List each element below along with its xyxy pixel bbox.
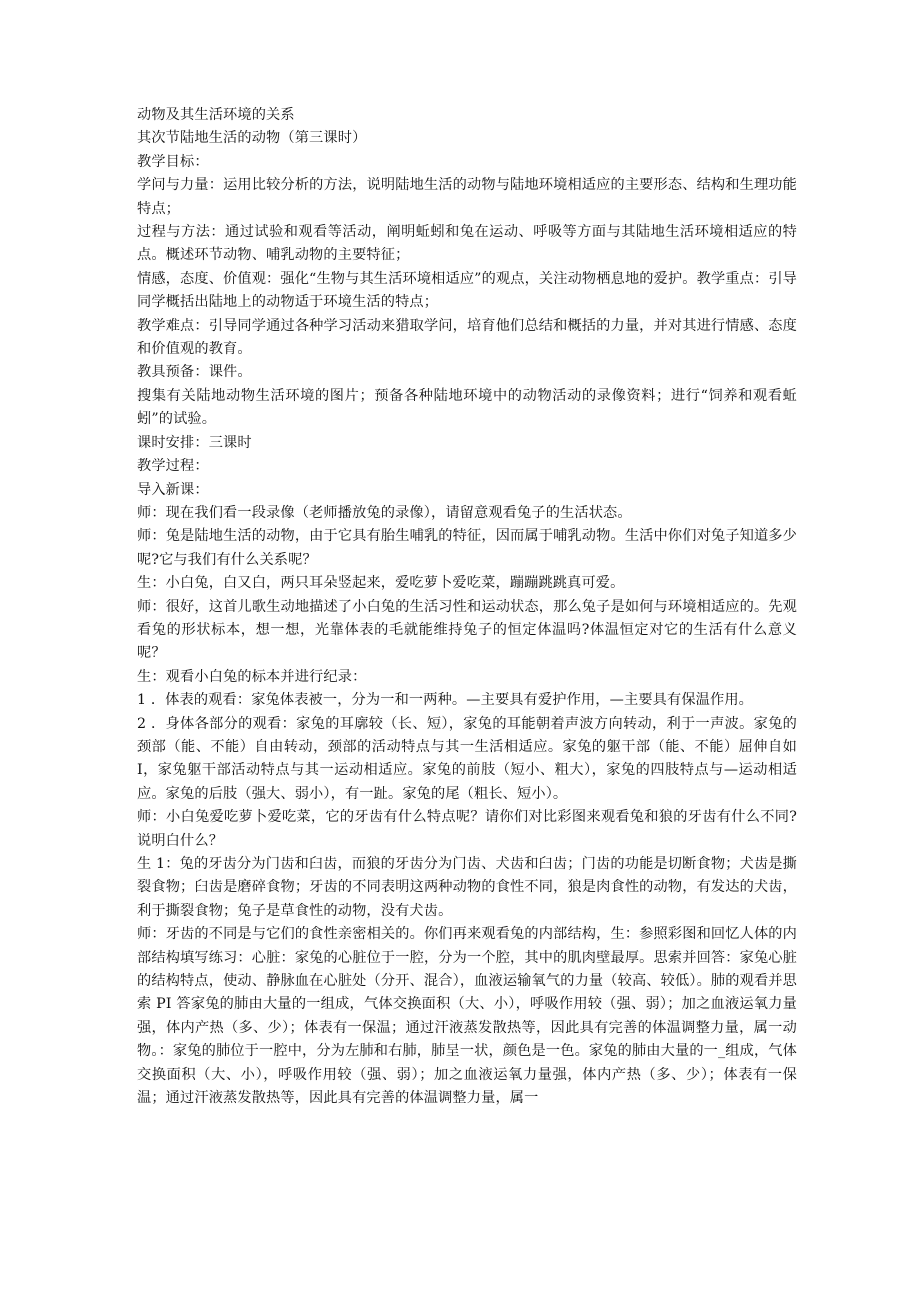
- paragraph-teacher-teeth: 师：小白兔爱吃萝卜爱吃菜，它的牙齿有什么特点呢？请你们对比彩图来观看兔和狼的牙齿有什么不同?说明白什么？: [137, 809, 797, 849]
- paragraph-teacher-adaptation: 师：很好，这首儿歌生动地描述了小白兔的生活习性和运动状态，那么兔子是如何与环境相适应的。先观看兔的形状标本，想一想，光靠体表的毛就能维持兔子的恒定体温吗?体温恒定对它的生活有什么意义呢？: [137, 598, 797, 662]
- paragraph-intro-heading: 导入新课：: [137, 481, 209, 498]
- paragraph-difficulty: 教学难点：引导同学通过各种学习活动来猎取学问，培育他们总结和概括的力量，并对其进行情感、态度和价值观的教育。: [137, 317, 797, 358]
- paragraph-emotion-attitude: 情感，态度、价值观：强化“生物与其生活环境相适应”的观点，关注动物栖息地的爱护。教学重点：引导同学概括出陆地上的动物适于环境生活的特点；: [137, 270, 797, 311]
- paragraph-process-method: 过程与方法：通过试验和观看等活动，阐明蚯蚓和兔在运动、呼吸等方面与其陆地生活环境相适应的特点。概述环节动物、哺乳动物的主要特征；: [137, 224, 797, 264]
- paragraph-process-heading: 教学过程：: [137, 458, 209, 475]
- paragraph-student-song: 生：小白兔，白又白，两只耳朵竖起来，爱吃萝卜爱吃菜，蹦蹦跳跳真可爱。: [137, 575, 625, 592]
- paragraph-item-1: 1 ．体表的观看：家兔体表被一，分为一和一两种。—主要具有爱护作用，—主要具有保温作用。: [137, 692, 754, 709]
- paragraph-schedule: 课时安排：三课时: [137, 434, 252, 451]
- paragraph-item-2: 2 ．身体各部分的观看：家兔的耳廓较（长、短），家兔的耳能朝着声波方向转动，利于一声波。家兔的颈部（能、不能）自由转动，颈部的活动特点与其一生活相适应。家兔的躯干部（能、不能）屈伸自如 I，家兔躯干部活动特点与其一运动相适应。家兔的前肢（短小、粗大），家兔的四肢特点与—运动相适应。家兔的后肢（强大、弱小），有一趾。家兔的尾（粗长、短小）。: [137, 715, 797, 802]
- paragraph-objectives-heading: 教学目标：: [137, 153, 209, 170]
- document-title: 动物及其生活环境的关系: [137, 107, 295, 123]
- paragraph-student-teeth: 生 1：兔的牙齿分为门齿和臼齿，而狼的牙齿分为门齿、犬齿和臼齿；门齿的功能是切断食物；犬齿是撕裂食物；臼齿是磨碎食物；牙齿的不同表明这两种动物的食性不同，狼是肉食性的动物，有发达的犬齿，利于撕裂食物；兔子是草食性的动物，没有犬齿。: [137, 856, 797, 919]
- document-subtitle: 其次节陆地生活的动物（第三课时）: [137, 130, 367, 147]
- paragraph-materials: 搜集有关陆地动物生活环境的图片；预备各种陆地环境中的动物活动的录像资料；进行“饲养和观看蚯蚓”的试验。: [137, 387, 797, 428]
- paragraph-student-observe: 生：观看小白兔的标本并进行纪录：: [137, 668, 367, 685]
- paragraph-knowledge-ability: 学问与力量：运用比较分析的方法，说明陆地生活的动物与陆地环境相适应的主要形态、结构和生理功能特点；: [137, 177, 797, 217]
- paragraph-teacher-internal: 师：牙齿的不同是与它们的食性亲密相关的。你们再来观看兔的内部结构，生：参照彩图和回忆人体的内部结构填写练习：心脏：家兔的心脏位于一腔，分为一个腔，其中的肌肉壁最厚。思索并回答：家兔心脏的结构特点，使动、静脉血在心脏处（分开、混合），血液运输氧气的力量（较高、较低）。肺的观看并思索 PI 答家兔的肺由大量的一组成，气体交换面积（大、小），呼吸作用较（强、弱）；加之血液运氧力量强，体内产热（多、少）；体表有一保温；通过汗液蒸发散热等，因此具有完善的体温调整力量，属一动物。：家兔的肺位于一腔中，分为左肺和右肺，肺呈一状，颜色是一色。家兔的肺由大量的一_组成，气体交换面积（大、小），呼吸作用较（强、弱）；加之血液运氧力量强，体内产热（多、少）；体表有一保温；通过汗液蒸发散热等，因此具有完善的体温调整力量，属一: [137, 926, 797, 1107]
- paragraph-teaching-aids: 教具预备：课件。: [137, 364, 252, 381]
- paragraph-teacher-rabbit: 师：兔是陆地生活的动物，由于它具有胎生哺乳的特征，因而属于哺乳动物。生活中你们对兔子知道多少呢?它与我们有什么关系呢？: [137, 528, 797, 568]
- paragraph-teacher-video: 师：现在我们看一段录像（老师播放兔的录像），请留意观看兔子的生活状态。: [137, 504, 632, 521]
- document-page: [137, 104, 797, 1110]
